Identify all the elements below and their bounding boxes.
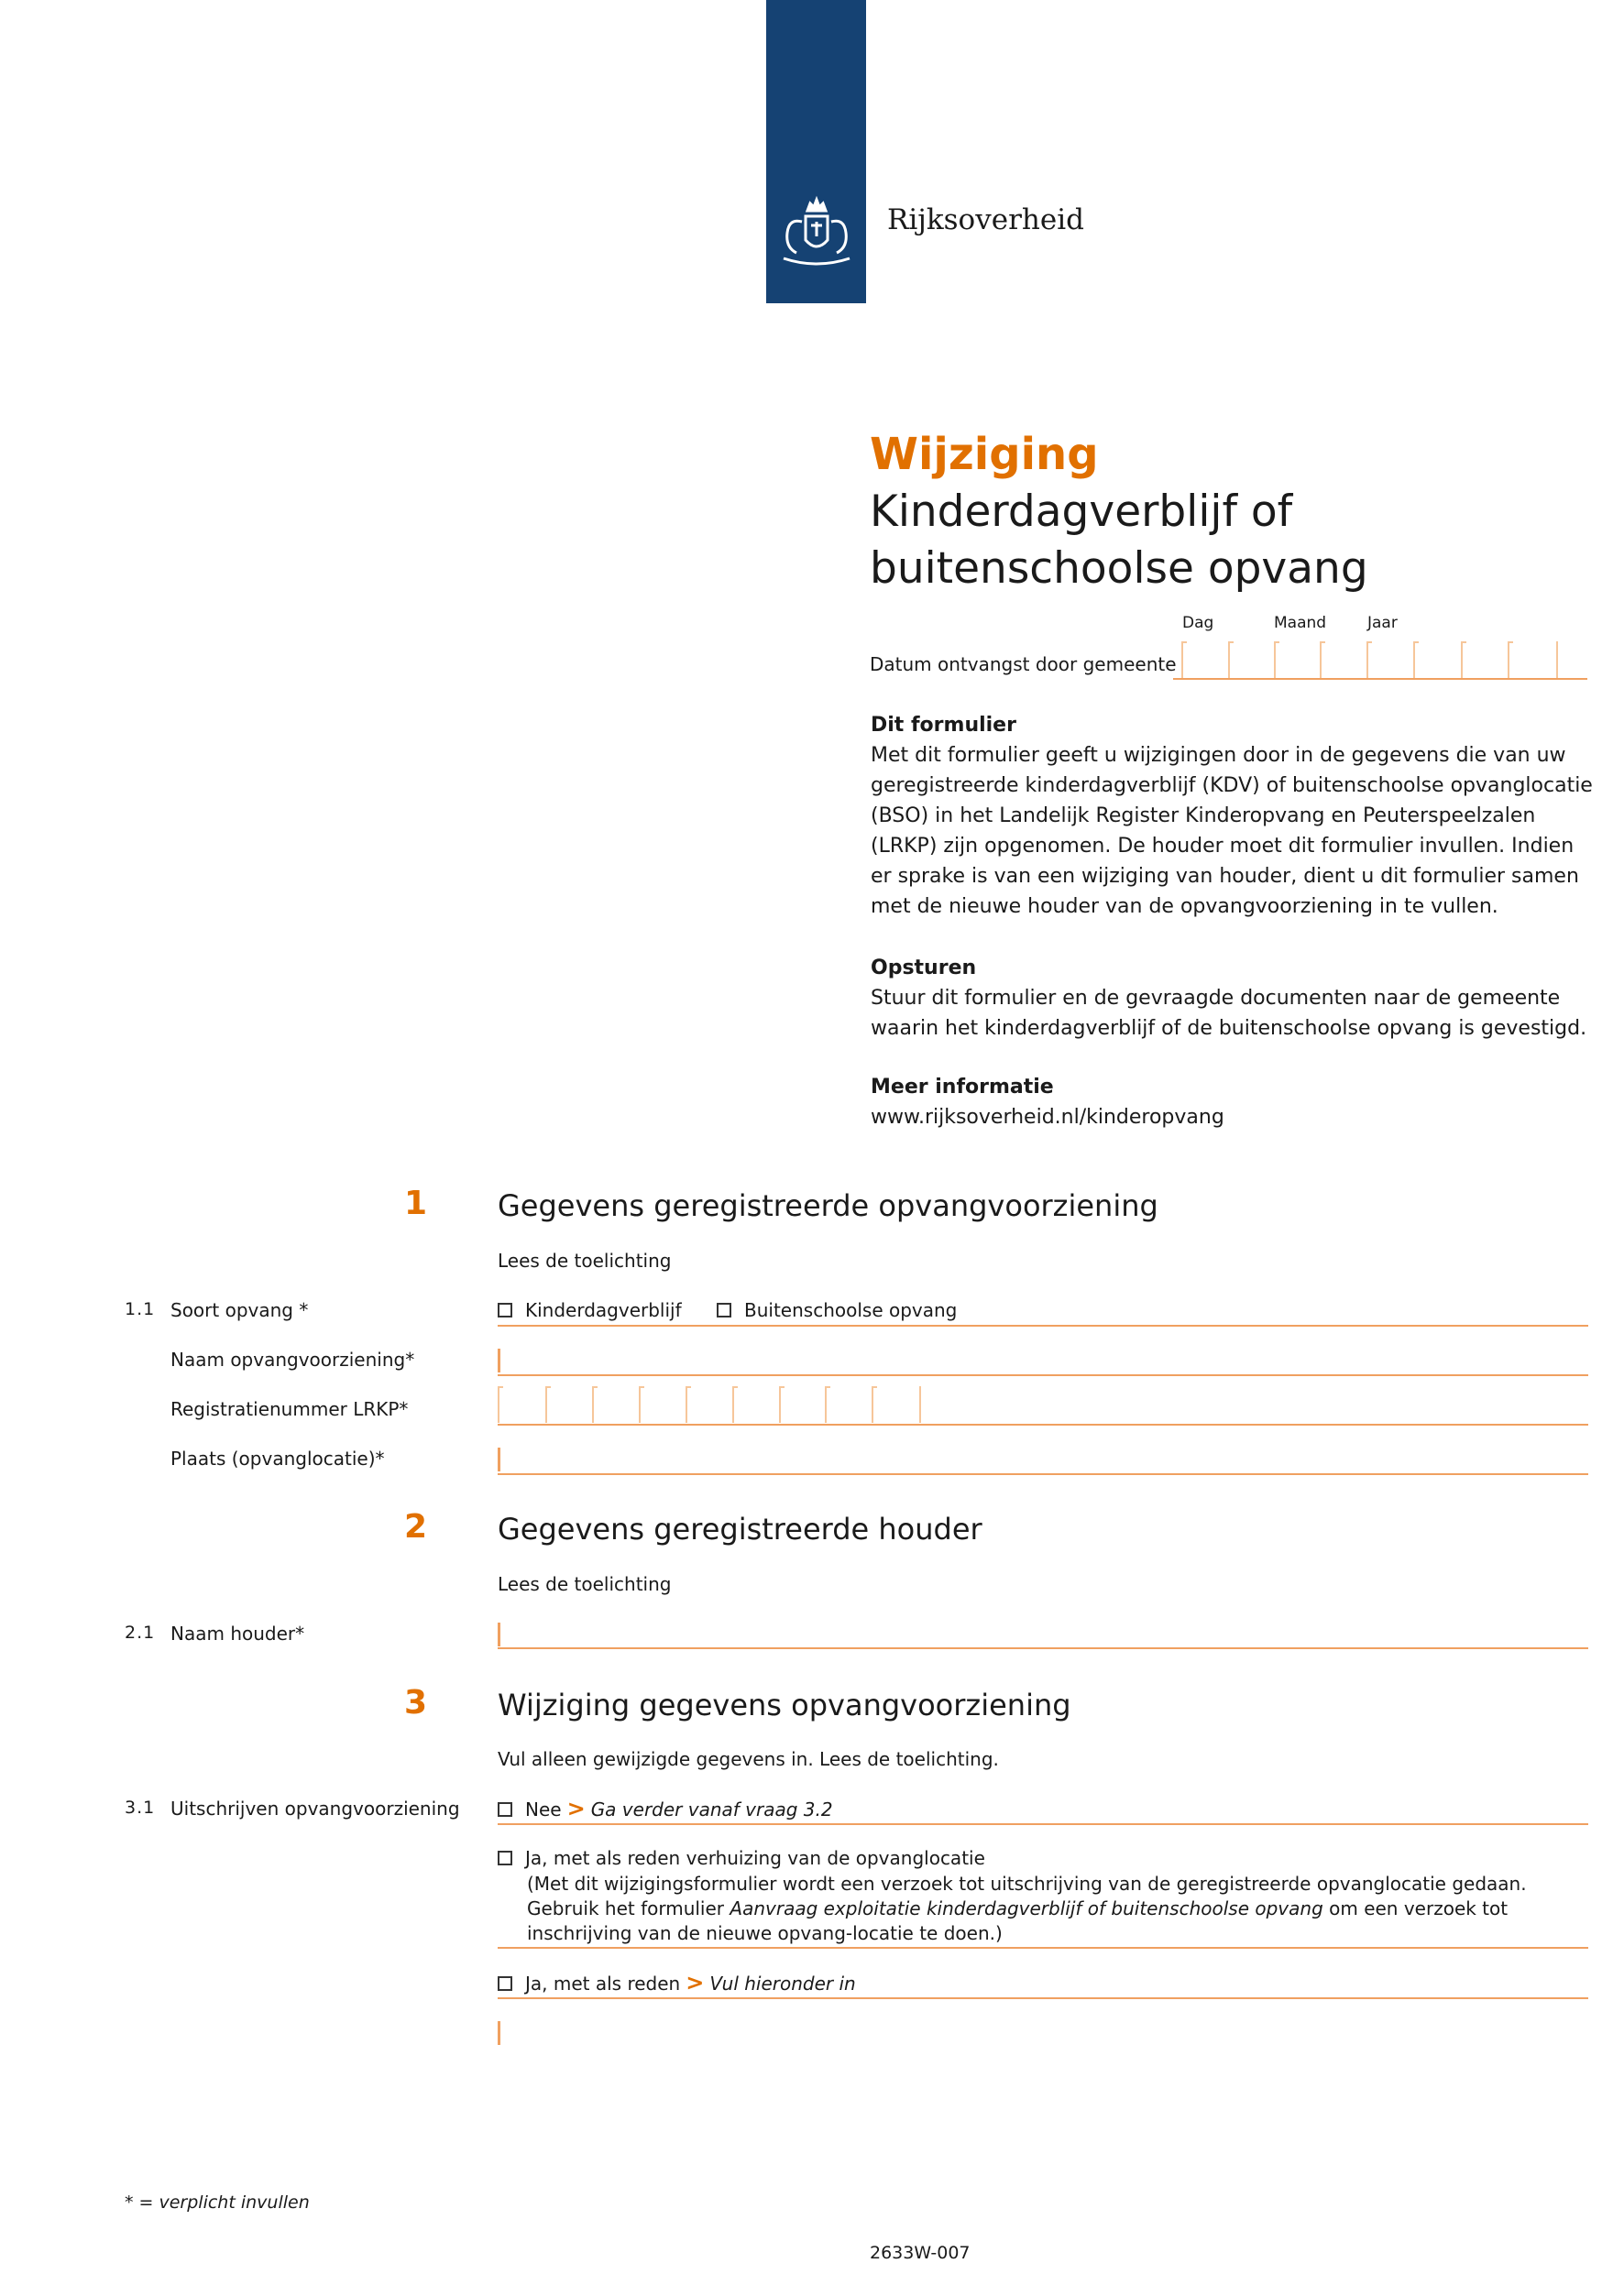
checkbox-ja-verhuizing[interactable] [498,1851,512,1865]
section-3-title: Wijziging gegevens opvangvoorziening [498,1688,1071,1722]
section-1-title: Gegevens geregistreerde opvangvoorziening [498,1188,1158,1223]
option-ja-verhuizing-line [498,1947,1588,1949]
question-1-1-label: Soort opvang * [170,1299,309,1321]
checkbox-kdv[interactable] [498,1303,512,1317]
section-1-subtitle: Lees de toelichting [498,1250,672,1272]
question-1-1-number: 1.1 [125,1299,156,1319]
required-note: * = verplicht invullen [125,2192,310,2213]
option-nee-line [498,1823,1588,1825]
question-3-1-label: Uitschrijven opvangvoorziening [170,1798,460,1820]
reason-field[interactable] [498,2021,500,2045]
place-label: Plaats (opvanglocatie)* [170,1448,385,1470]
checkbox-bso[interactable] [717,1303,731,1317]
holder-name-line [498,1647,1588,1649]
verhuizing-note: (Met dit wijzigingsformulier wordt een verzoek tot uitschrijving van de geregistreerde opvanglocatie gedaan. Gebruik het formulier Aanvraag exploitatie kinderdagverblijf of buitenschoolse opvang om een verzoek tot inschrijving van de nieuwe opvang-locatie te doen.) [527,1873,1527,1944]
intro-form: Dit formulier Met dit formulier geeft u wijzigingen door in de gegevens die van uw geregistreerde kinderdagverblijf (KDV) of buitenschoolse opvanglocatie (BSO) in het Landelijk Register Kinderopvang en Peuterspeelzalen (LRKP) zijn opgenomen. De houder moet dit formulier invullen. Indien er sprake is van een wijziging van houder, dient u dit formulier samen met de nieuwe houder van de opvangvoorziening in te vullen. [871,714,1593,918]
date-received-label: Datum ontvangst door gemeente [870,653,1177,675]
checkbox-ja-reden[interactable] [498,1976,512,1991]
info-link[interactable]: www.rijksoverheid.nl/kinderopvang [871,1106,1224,1129]
name-facility-line [498,1374,1588,1376]
intro-send: Opsturen Stuur dit formulier en de gevraagde documenten naar de gemeente waarin het kinderdagverblijf of de buitenschoolse opvang is gevestigd. [871,957,1587,1040]
form-subtitle: Kinderdagverblijf of buitenschoolse opvang [870,487,1368,594]
arrow-right-icon: > [686,1970,705,1995]
option-ja-reden-line [498,1997,1588,1999]
section-1-number: 1 [403,1185,427,1222]
question-2-1-label: Naam houder* [170,1623,305,1645]
checkbox-nee[interactable] [498,1802,512,1817]
intro-info: Meer informatie www.rijksoverheid.nl/kinderopvang [871,1076,1224,1129]
question-2-1-number: 2.1 [125,1623,156,1643]
place-field[interactable] [498,1448,500,1471]
arrow-right-icon: > [566,1796,586,1821]
date-day-label: Dag [1182,614,1214,632]
coat-of-arms-icon [774,194,859,279]
question-3-1-number: 3.1 [125,1798,156,1818]
logo-wordmark: Rijksoverheid [887,203,1084,236]
option-ja-verhuizing[interactable]: Ja, met als reden verhuizing van de opvanglocatie [498,1847,985,1869]
date-month-label: Maand [1274,614,1327,632]
form-code: 2633W-007 [870,2243,971,2263]
date-year-label: Jaar [1367,614,1398,632]
holder-name-field[interactable] [498,1623,500,1646]
form-title: Wijziging [870,429,1099,480]
registration-number-line [498,1424,1588,1426]
section-3-number: 3 [403,1684,427,1722]
section-2-number: 2 [403,1508,427,1546]
question-1-1-line [498,1325,1588,1327]
section-2-title: Gegevens geregistreerde houder [498,1512,982,1547]
place-line [498,1473,1588,1475]
name-facility-label: Naam opvangvoorziening* [170,1349,415,1371]
name-facility-field[interactable] [498,1349,500,1372]
registration-number-label: Registratienummer LRKP* [170,1398,409,1420]
section-3-subtitle: Vul alleen gewijzigde gegevens in. Lees de toelichting. [498,1748,999,1770]
section-2-subtitle: Lees de toelichting [498,1573,672,1595]
option-kinderdagverblijf[interactable]: Kinderdagverblijf [498,1299,682,1321]
option-bso[interactable]: Buitenschoolse opvang [717,1299,957,1321]
option-ja-reden[interactable]: Ja, met als reden > Vul hieronder in [498,1970,856,1995]
option-nee[interactable]: Nee > Ga verder vanaf vraag 3.2 [498,1796,833,1821]
